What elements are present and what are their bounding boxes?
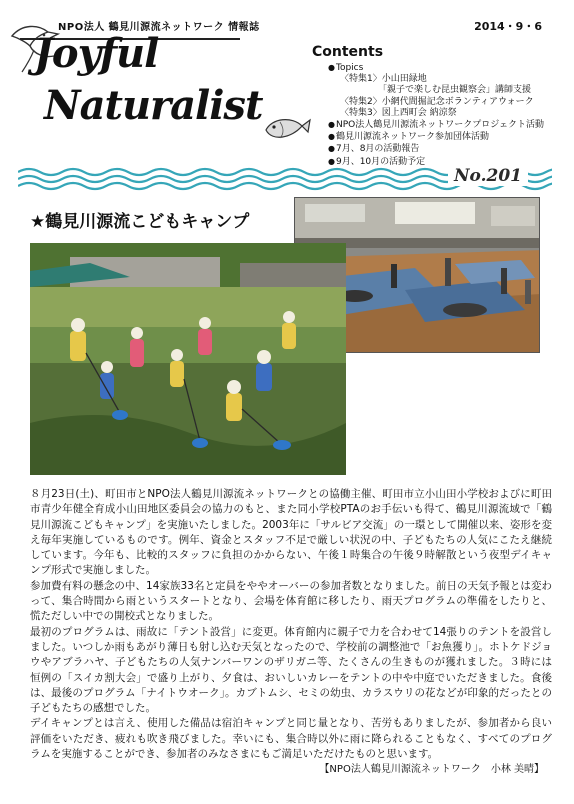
toc-item: ● Topics: [328, 62, 544, 74]
children-fishing-photo: [30, 243, 346, 475]
article-byline: 【NPO法人鶴見川源流ネットワーク 小林 美晴】: [319, 764, 544, 775]
issue-number: No.201: [448, 166, 528, 186]
article-paragraph: デイキャンプとは言え、使用した備品は宿泊キャンプと同じ量となり、苦労もありましたが、参加者から良い評価をいただき、疲れも吹き飛びました。幸いにも、集合時以外に雨に降られることもなく、すべてのプログラムを実施することができ、参加者のみなさまにもご満足いただけたものと思います。: [30, 717, 552, 761]
table-of-contents: [328, 62, 544, 168]
article-paragraph: ８月23日(土)、町田市とNPO法人鶴見川源流ネットワークとの協働主催、町田市立小山田小学校およびに町田市青少年健全育成小山田地区委員会の協力のもと、また同小学校PTAのお手伝いも得て、鶴見川源流域で「鶴見川源流こどもキャンプ」を実施いたしました。2003年に「サルビア交流」の一環として開催以来、姿形を変え毎年実施しているものです。例年、資金とスタッフ不足で厳しい状況の中、子どもたちの人気にこたえ継続しています。今年も、比較的スタッフに負担のかからない、午後１時集合の午後９時解散という夜型デイキャンプ形式で実施しました。: [30, 488, 552, 577]
logo-naturalist: Naturalist: [44, 82, 263, 129]
article-heading: ★鶴見川源流こどもキャンプ: [30, 212, 250, 232]
toc-item: ● 鶴見川源流ネットワーク参加団体活動: [328, 131, 544, 143]
organization-label: NPO法人 鶴見川源流ネットワーク 情報誌: [58, 22, 260, 33]
toc-item: ● NPO法人鶴見川源流ネットワークプロジェクト活動: [328, 119, 544, 131]
logo-joyful: Joyful: [34, 30, 159, 77]
contents-title: Contents: [312, 44, 384, 60]
toc-item: 「親子で楽しむ昆虫観察会」講師支援: [378, 85, 532, 96]
toc-item: 〈特集3〉図上西町会 納涼祭: [340, 107, 457, 118]
toc-item: ● 9月、10月の活動予定: [328, 156, 544, 168]
toc-item: 〈特集2〉小網代間掘記念ボランティアウォーク: [340, 96, 534, 107]
toc-item: 〈特集1〉小山田緑地: [340, 74, 427, 85]
issue-date: 2014・9・6: [474, 20, 542, 33]
article-paragraph: 参加費有料の懸念の中、14家族33名と定員をややオーバーの参加者数となりました。前日の天気予報とは変わって、集合時間から雨というスタートとなり、会場を体育館に移したり、雨天プログラムの準備をしたりと、慌ただしい中での開校式となりました。: [30, 579, 552, 623]
toc-item: ● 7月、8月の活動報告: [328, 143, 544, 155]
article-paragraph: 最初のプログラムは、雨故に「テント設営」に変更。体育館内に親子で力を合わせて14張りのテントを設営しました。いつしか雨もあがり薄日も射し込む天気となったので、学校前の調整池で「お魚獲り」。ホトケドジョウやアブラハヤ、子どもたちの人気ナンバーワンのザリガニ等、たくさんの生きものが獲れました。３時には恒例の「スイカ割大会」で盛り上がり、夕食は、おいしいカレーをテントの中や中庭でいただきました。食後は、最後のプログラム「ナイトウオーク」。カブトムシ、セミの幼虫、カラスウリの花などが印象的だったとの子どもたちの感想でした。: [30, 625, 552, 715]
article-body: [30, 487, 552, 762]
fish-icon: [262, 112, 312, 148]
